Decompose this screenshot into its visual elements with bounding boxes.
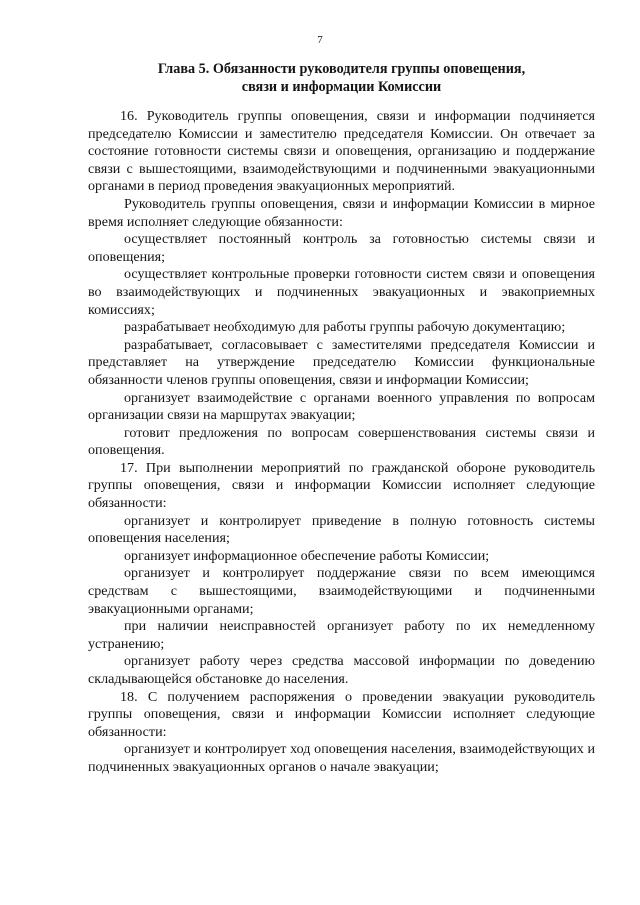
paragraph-17: 17. При выполнении мероприятий по гражданской обороне руководитель группы оповещения, связи и информации Комиссии исполняет следующие обязанности: xyxy=(88,459,595,512)
paragraph-18: 18. С получением распоряжения о проведении эвакуации руководитель группы оповещения, связи и информации Комиссии исполняет следующие обязанности: xyxy=(88,688,595,740)
list-item: организует информационное обеспечение работы Комиссии; xyxy=(124,547,490,564)
list-item: готовит предложения по вопросам совершенствования системы связи и оповещения. xyxy=(88,424,595,459)
list-item: организует и контролирует поддержание связи по всем имеющимся средствам с вышестоящими, взаимодействующими и подчиненными эвакуационными органами; xyxy=(88,565,595,617)
list-item: организует взаимодействие с органами военного управления по вопросам организации связи на маршрутах эвакуации; xyxy=(88,389,595,424)
page-number: 7 xyxy=(317,34,323,46)
list-item: осуществляет постоянный контроль за готовностью системы связи и оповещения; xyxy=(88,231,595,265)
paragraph: Руководитель группы оповещения, связи и информации Комиссии в мирное время исполняет следующие обязанности: xyxy=(88,195,595,230)
list-item: организует и контролирует ход оповещения населения, взаимодействующих и подчиненных эвакуационных органов о начале эвакуации; xyxy=(88,741,595,775)
chapter-heading xyxy=(88,60,595,96)
chapter-heading-line-2: связи и информации Комиссии xyxy=(241,79,442,95)
chapter-heading-line-1: Глава 5. Обязанности руководителя группы оповещения, xyxy=(157,61,526,77)
paragraph-16: 16. Руководитель группы оповещения, связи и информации подчиняется председателю Комиссии и заместителю председателя Комиссии. Он отвечает за состояние готовности системы связи и оповещения, организацию и поддержание связи с вышестоящими, взаимодействующими и подчиненными эвакуационными органами в период проведения эвакуационных мероприятий. xyxy=(88,108,595,195)
list-item: при наличии неисправностей организует работу по их немедленному устранению; xyxy=(88,618,595,652)
list-item: осуществляет контрольные проверки готовности систем связи и оповещения во взаимодействующих и подчиненных эвакуационных и эвакоприемных комиссиях; xyxy=(88,266,595,318)
document-body xyxy=(88,108,595,777)
list-item: организует работу через средства массовой информации по доведению складывающейся обстановке до населения. xyxy=(88,653,595,687)
list-item: разрабатывает необходимую для работы группы рабочую документацию; xyxy=(124,319,566,336)
list-item: разрабатывает, согласовывает с заместителями председателя Комиссии и представляет на утверждение председателю Комиссии функциональные обязанности членов группы оповещения, связи и информации Комиссии; xyxy=(88,336,595,388)
list-item: организует и контролирует приведение в полную готовность системы оповещения населения; xyxy=(88,512,595,547)
